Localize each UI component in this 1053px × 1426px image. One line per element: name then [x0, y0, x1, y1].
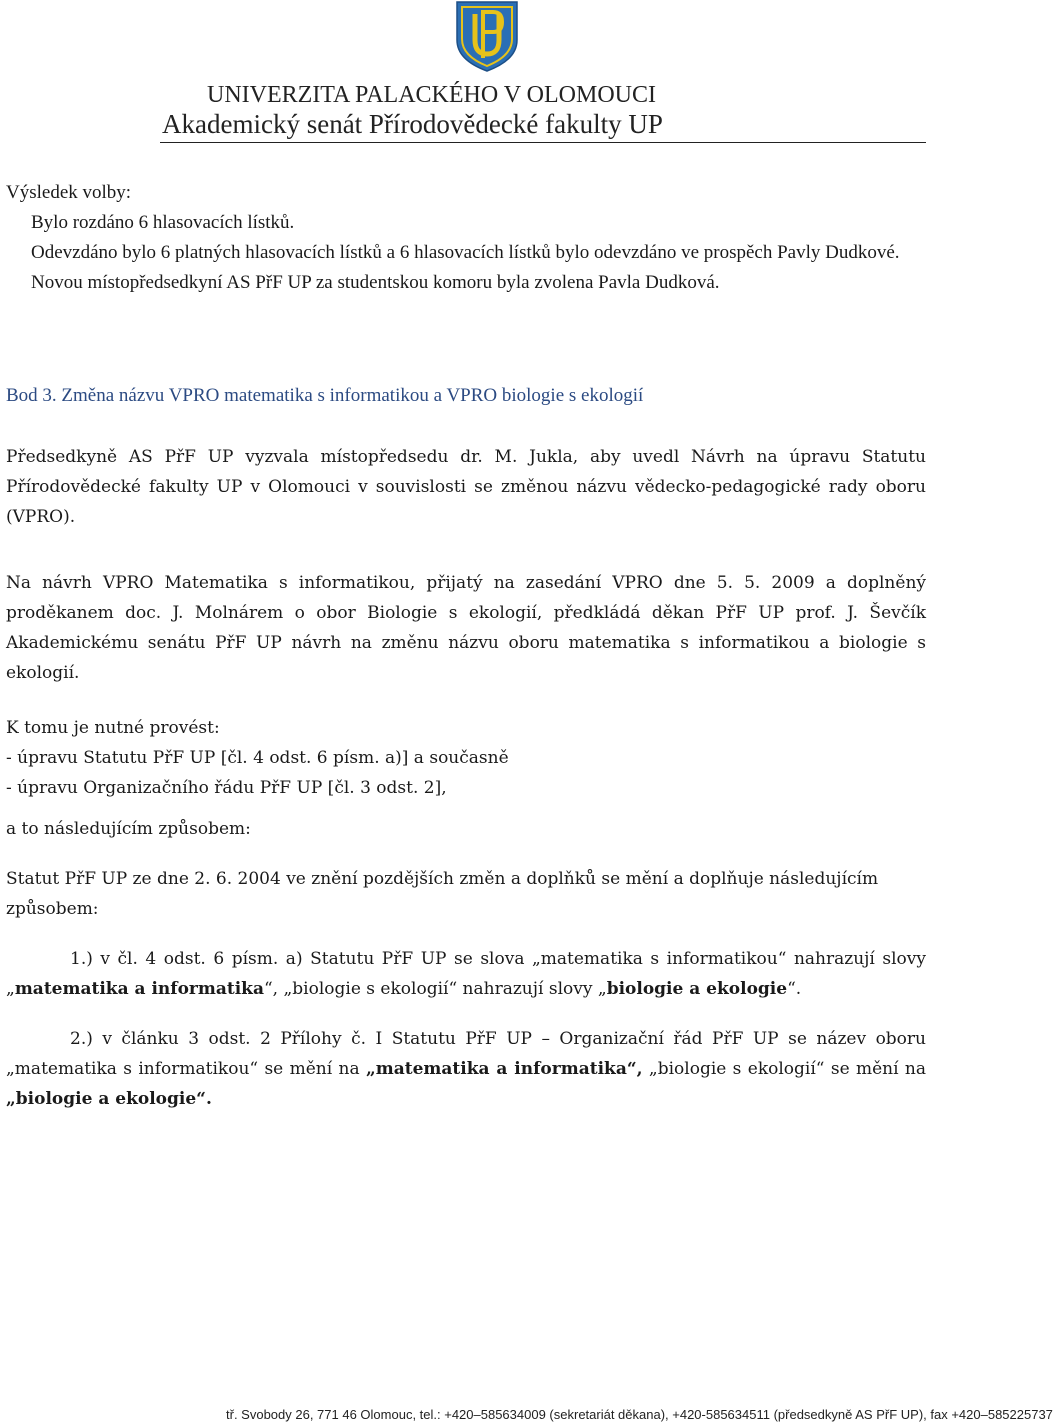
footer-contact: tř. Svobody 26, 771 46 Olomouc, tel.: +420–585634009 (sekretariát děkana), +420-585634511 (předsedkyně AS PřF UP), fax +420–585225737	[226, 1407, 1053, 1422]
item1-text: “.	[787, 979, 802, 999]
item1-bold-math: matematika a informatika	[14, 979, 264, 999]
result-line: Novou místopředsedkyní AS PřF UP za studentskou komoru byla zvolena Pavla Dudková.	[31, 272, 720, 293]
statute-paragraph: Statut PřF UP ze dne 2. 6. 2004 ve znění pozdějších změn a doplňků se mění a doplňuje následujícím způsobem:	[6, 869, 879, 919]
section-heading-bod-3: Bod 3. Změna názvu VPRO matematika s informatikou a VPRO biologie s ekologií	[6, 385, 644, 406]
item1-text: “, „biologie s ekologií“ nahrazují slovy „	[263, 979, 607, 999]
todo-item: - úpravu Organizačního řádu PřF UP [čl. 3 odst. 2],	[6, 778, 447, 798]
item2-text: „biologie s ekologií“ se mění na	[642, 1059, 926, 1079]
item2-bold-math: „matematika a informatika“,	[365, 1059, 643, 1079]
result-line: Odevzdáno bylo 6 platných hlasovacích lístků a 6 hlasovacích lístků bylo odevzdáno ve prospěch Pavly Dudkové.	[31, 242, 900, 263]
item1-text: 1.) v čl. 4 odst. 6 písm. a) Statutu PřF UP se slova „matematika s informatikou“ nahrazují slovy „	[6, 949, 926, 999]
university-name: UNIVERZITA PALACKÉHO V OLOMOUCI	[207, 82, 656, 108]
proposal-paragraph: Na návrh VPRO Matematika s informatikou, přijatý na zasedání VPRO dne 5. 5. 2009 a doplněný proděkanem doc. J. Molnárem o obor Biologie s ekologií, předkládá děkan PřF UP prof. J. Ševčík Akademickému senátu PřF UP návrh na změnu názvu oboru matematika s informatikou a biologie s ekologií.	[6, 573, 926, 683]
amendment-item-2	[6, 1024, 926, 1114]
election-result	[6, 178, 926, 298]
intro-paragraph: Předsedkyně AS PřF UP vyzvala místopředsedu dr. M. Jukla, aby uvedl Návrh na úpravu Statutu Přírodovědecké fakulty UP v Olomouci v souvislosti se změnou názvu vědecko-pedagogické rady oboru (VPRO).	[6, 447, 926, 527]
result-line: Bylo rozdáno 6 hlasovacích lístků.	[31, 212, 295, 233]
method-line: a to následujícím způsobem:	[6, 819, 251, 839]
todo-heading: K tomu je nutné provést:	[6, 718, 220, 738]
header-divider	[160, 142, 926, 143]
result-heading: Výsledek volby:	[6, 182, 132, 203]
amendment-item-1	[6, 944, 926, 1004]
item1-bold-bio: biologie a ekologie	[606, 979, 788, 999]
university-shield-logo	[453, 0, 521, 72]
todo-list	[6, 713, 926, 803]
item2-text: 2.) v článku 3 odst. 2 Přílohy č. I Statutu PřF UP – Organizační řád PřF UP se název oboru „matematika s informatikou“ se mění na	[6, 1029, 926, 1079]
todo-item: - úpravu Statutu PřF UP [čl. 4 odst. 6 písm. a)] a současně	[6, 748, 509, 768]
senate-name: Akademický senát Přírodovědecké fakulty UP	[162, 109, 663, 139]
item2-bold-bio: „biologie a ekologie“.	[6, 1089, 212, 1109]
